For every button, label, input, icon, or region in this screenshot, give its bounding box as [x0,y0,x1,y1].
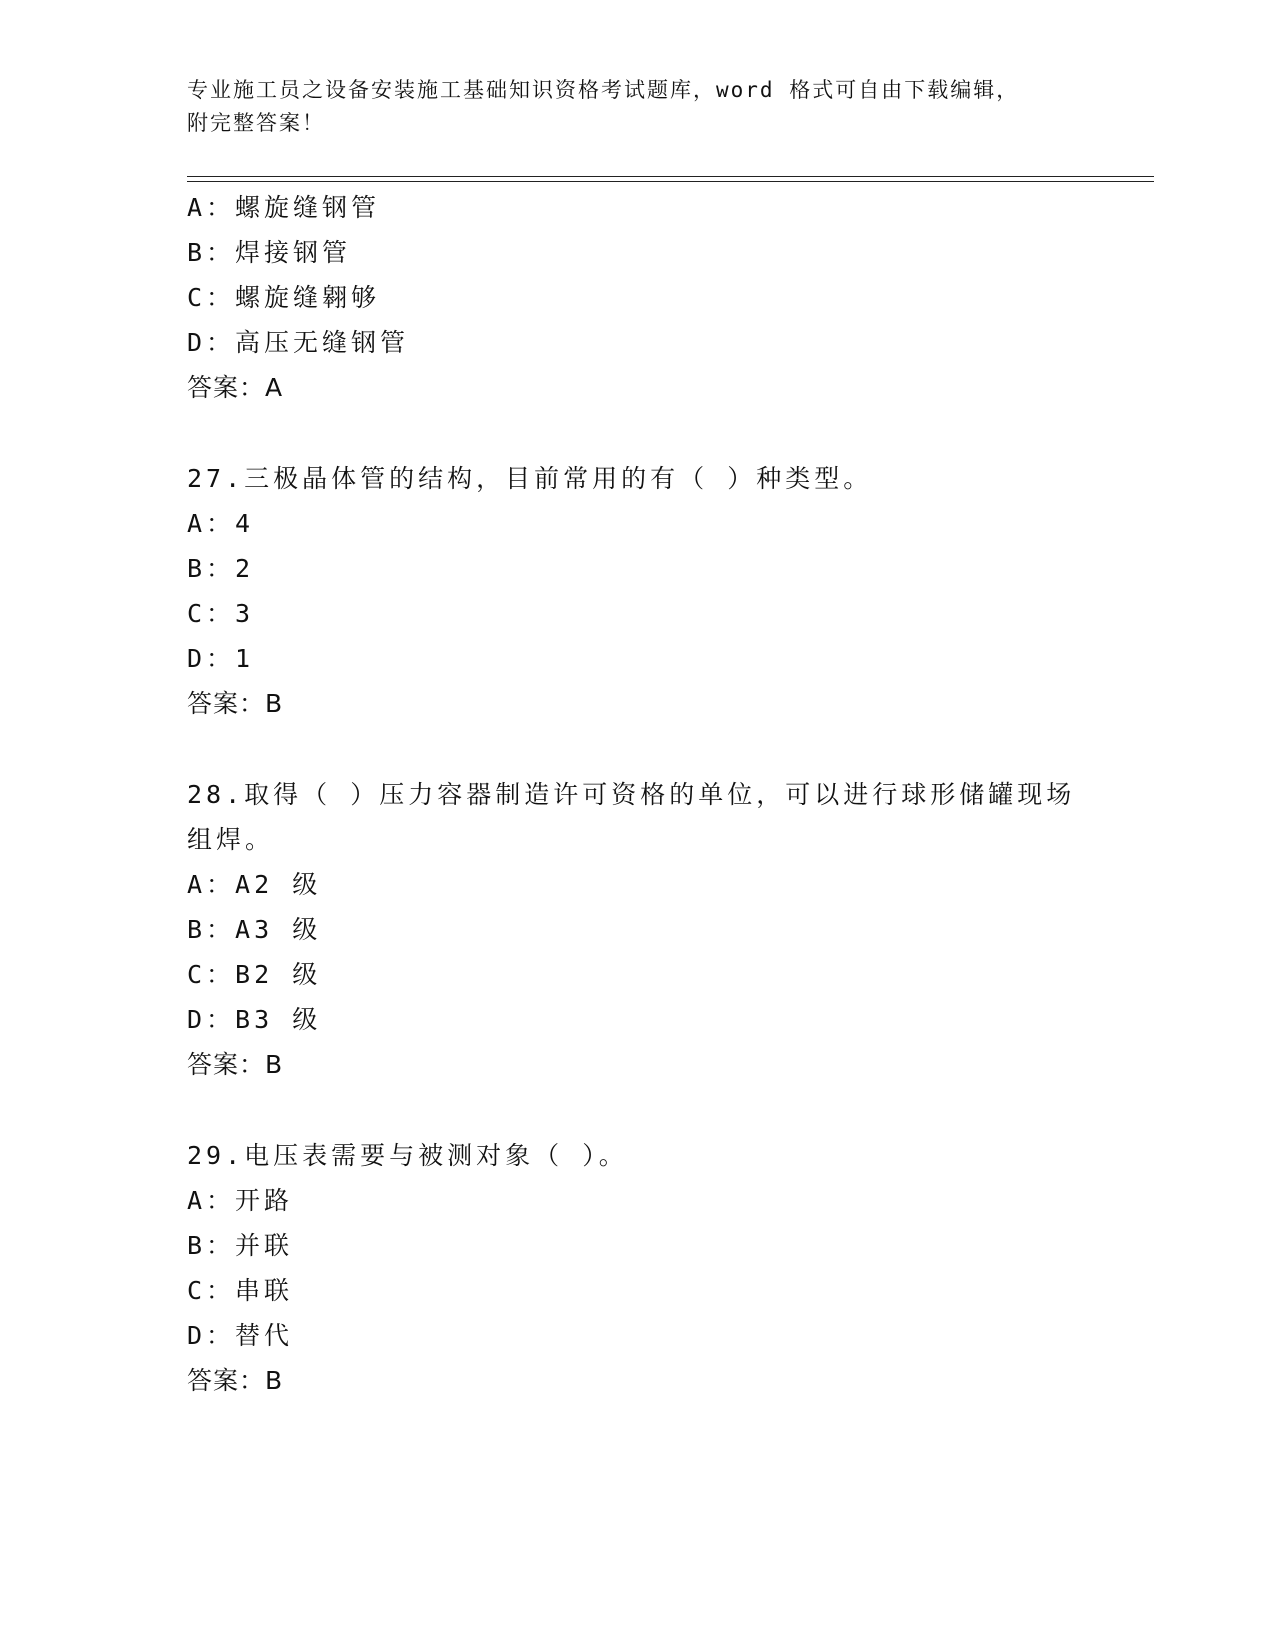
q28-stem-line-1: 28.取得（ ）压力容器制造许可资格的单位，可以进行球形储罐现场 [187,780,1076,809]
q26-option-c: C：螺旋缝翱够 [187,283,381,312]
q27-option-d: D：1 [187,644,255,673]
header-divider-bottom [187,181,1154,182]
q29-option-c: C：串联 [187,1276,294,1305]
q27-stem: 27.三极晶体管的结构，目前常用的有（ ）种类型。 [187,464,873,493]
q28-option-a: A：A2 级 [187,870,322,899]
q29-option-a: A：开路 [187,1186,294,1215]
q27-answer: 答案：B [187,689,284,718]
q29-answer: 答案：B [187,1366,284,1395]
q28-answer: 答案：B [187,1050,284,1079]
header-line-1: 专业施工员之设备安装施工基础知识资格考试题库，word 格式可自由下载编辑， [187,78,1020,102]
q28-option-b: B：A3 级 [187,915,322,944]
q29-option-b: B：并联 [187,1231,294,1260]
q29-stem: 29.电压表需要与被测对象（ ）。 [187,1141,628,1170]
header-line-2: 附完整答案！ [187,111,325,135]
document-header [187,74,1087,140]
q27-option-a: A：4 [187,509,255,538]
q26-option-a: A：螺旋缝钢管 [187,193,381,222]
q29-option-d: D：替代 [187,1321,294,1350]
q28-option-c: C：B2 级 [187,960,322,989]
q26-answer: 答案：A [187,373,284,402]
q26-option-d: D：高压无缝钢管 [187,328,410,357]
q27-option-b: B：2 [187,554,255,583]
header-divider-top [187,176,1154,177]
q28-stem-line-2: 组焊。 [187,825,275,854]
q27-option-c: C：3 [187,599,255,628]
q26-option-b: B：焊接钢管 [187,238,352,267]
q28-option-d: D：B3 级 [187,1005,322,1034]
